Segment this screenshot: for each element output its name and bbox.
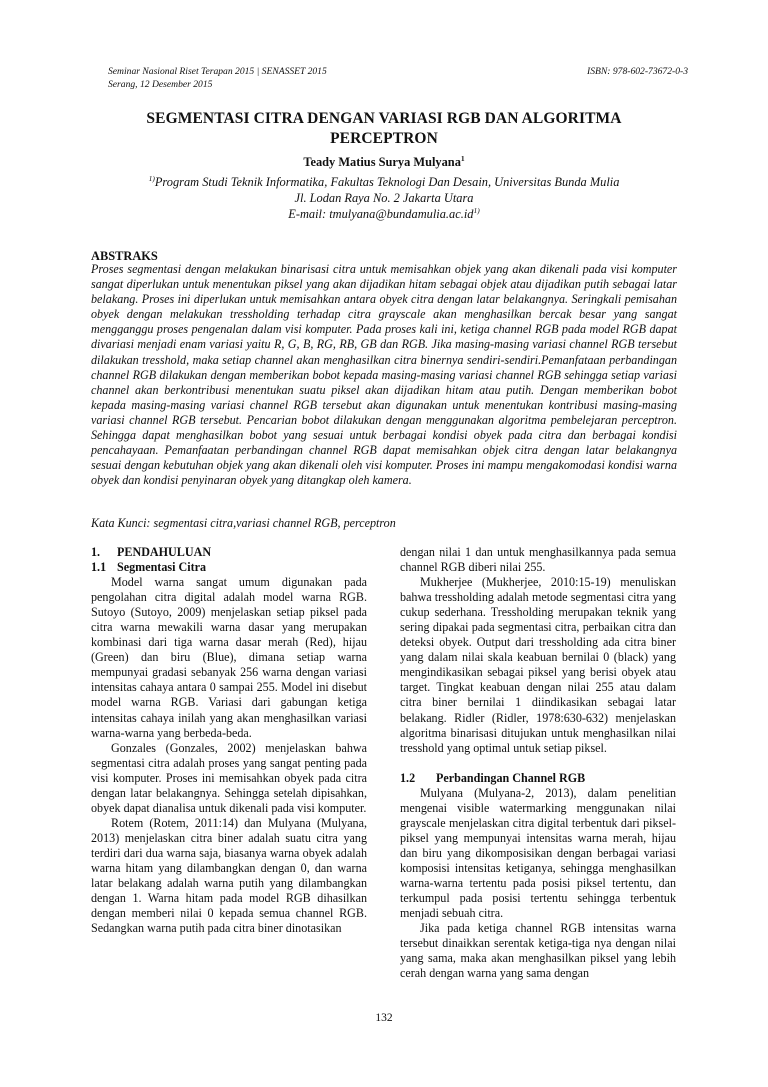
author-name: Teady Matius Surya Mulyana [303,155,461,169]
paragraph: Mulyana (Mulyana-2, 2013), dalam penelitian mengenai visible watermarking menggunakan nilai grayscale menjelaskan citra digital terbentuk dari piksel-piksel yang mempunyai intensitas warna merah, hijau dan biru yang dikomposisikan dengan berbagai variasi komposisi intensitas ketiganya, sehingga menghasilkan warna-warna tertentu pada posisi piksel tertentu, dan terkumpul pada posisi tertentu sehingga terbentuk menjadi sebuah citra. [400,785,676,921]
affiliation: Program Studi Teknik Informatika, Fakultas Teknologi Dan Desain, Universitas Bunda Mulia [154,175,620,189]
email-superscript: 1) [473,206,480,216]
conference-name: Seminar Nasional Riset Terapan 2015 | SENASSET 2015 [108,66,327,77]
isbn: ISBN: 978-602-73672-0-3 [587,66,688,77]
paragraph: Rotem (Rotem, 2011:14) dan Mulyana (Mulyana, 2013) menjelaskan citra biner adalah suatu citra yang terdiri dari dua warna saja, biasanya warna obyek adalah warna hitam yang dilambangkan dengan 0, dan warna latar belakang adalah warna putih yang dilambangkan dengan 1. Warna hitam pada model RGB dihasilkan dengan memberi nilai 0 kepada semua channel RGB. Sedangkan warna putih pada citra biner dinotasikan [91,815,367,936]
section-heading-1-2: 1.2 Perbandingan Channel RGB [400,770,586,785]
paper-title [130,109,638,148]
abstract-text: Proses segmentasi dengan melakukan binarisasi citra untuk memisahkan objek yang akan dikenali pada visi komputer sangat diperlukan untuk menentukan piksel yang akan dijadikan hitam sebagai objek atau dijadikan putih sebagai latar belakang. Proses ini diperlukan untuk memisahkan antara obyek citra dengan latar belakangnya. Seringkali pemisahan obyek dengan melakukan tressholding terhadap citra grayscale akan menghasilkan bercak besar yang sangat mengganggu proses pengenalan dalam visi komputer. Pada proses kali ini, ketiga channel RGB pada model RGB dapat divariasi menjadi enam variasi yaitu R, G, B, RG, RB, GB dan RGB. Jika masing-masing variasi channel RGB tersebut dilakukan tresshold, maka setiap channel akan menghasilkan citra binernya sendiri-sendiri.Pemanfataan perbandingan channel RGB dilakukan dengan memberikan bobot kepada masing-masing variasi channel RGB sehingga setiap variasi channel akan berkontribusi menentukan suatu piksel akan dijadikan hitam atau putih. Dengan memberikan bobot kepada masing-masing variasi channel RGB tersebut akan digunakan untuk menentukan kontribusi masing-masing variasi channel RGB tersebut. Pencarian bobot dilakukan dengan menggunakan algoritma pembelejaran perceptron. Sehingga dapat menghasilkan bobot yang sesuai untuk berbagai kondisi obyek pada citra dan berbagai kondisi pencahayaan. Pemanfaatan perbandingan channel RGB dapat memisahkan objek citra dengan latar belakangnya sesuai dengan kebutuhan objek yang akan dikenali oleh visi komputer. Proses ini mampu mengakomodasi kondisi warna obyek dan kondisi penyinaran obyek yang ditangkap oleh kamera. [91,262,677,488]
title-line-1: SEGMENTASI CITRA DENGAN VARIASI RGB DAN ALGORITMA [146,110,622,127]
affiliation-superscript: 1) [148,173,155,183]
paragraph: dengan nilai 1 dan untuk menghasilkannya pada semua channel RGB diberi nilai 255. [400,545,676,575]
conference-location-date: Serang, 12 Desember 2015 [108,78,213,90]
affiliation-block [84,174,684,223]
paragraph: Gonzales (Gonzales, 2002) menjelaskan bahwa segmentasi citra adalah proses yang sangat penting pada visi komputer. Proses ini memisahkan obyek pada citra dengan latar belakangnya. Sehingga setelah dipisahkan, obyek dapat dianalisa untuk dikenali pada visi komputer. [91,740,367,815]
email: E-mail: tmulyana@bundamulia.ac.id [288,207,474,222]
paragraph: Mukherjee (Mukherjee, 2010:15-19) menuliskan bahwa tressholding adalah metode segmentasi citra yang cukup sederhana. Tressholding merupakan teknik yang sering dipakai pada segmentasi citra, perbaikan citra dan deteksi obyek. Output dari tressholding ada citra biner yang dalam nilai skala keabuan bernilai 0 (black) yang mengindikasikan sebagai piksel yang berisi obyek atau target. Tingkat keabuan dengan nilai 255 atau dalam citra biner bernilai 1 diindikasikan sebagai latar belakang. Ridler (Ridler, 1978:630-632) menjelaskan algoritma binarisasi ditujukan untuk menghasilkan nilai tresshold yang optimal untuk setiap piksel. [400,575,676,755]
running-header-left [108,66,327,91]
abstract-heading: ABSTRAKS [91,249,158,263]
author-superscript: 1 [460,153,465,163]
paragraph: Jika pada ketiga channel RGB intensitas warna tersebut dinaikkan serentak ketiga-tiga nya dengan nilai yang sama, maka akan menghasilkan piksel yang lebih cerah dengan warna yang sama dengan [400,921,676,981]
author [84,154,684,170]
title-line-2: PERCEPTRON [330,129,438,147]
section-heading-1: 1. PENDAHULUAN [91,545,212,559]
left-column [91,545,367,936]
keywords: Kata Kunci: segmentasi citra,variasi channel RGB, perceptron [91,516,396,530]
page-number: 132 [375,1012,393,1024]
section-heading-1-1: 1.1 Segmentasi Citra [91,560,207,575]
right-column [400,545,676,981]
address: Jl. Lodan Raya No. 2 Jakarta Utara [294,191,474,206]
paragraph: Model warna sangat umum digunakan pada pengolahan citra digital adalah model warna RGB. Sutoyo (Sutoyo, 2009) menjelaskan setiap piksel pada citra warna mewakili warna dasar yang merupakan kombinasi dari tiga warna dasar merah (Red), hijau (Green) dan biru (Blue), dimana setiap warna mempunyai gradasi sebanyak 256 warna dengan variasi intensitas cahaya antara 0 sampai 255. Model ini disebut model warna RGB. Variasi dari gabungan ketiga intensitas cahaya inilah yang akan menghasilkan variasi warna-warna yang berbeda-beda. [91,575,367,740]
